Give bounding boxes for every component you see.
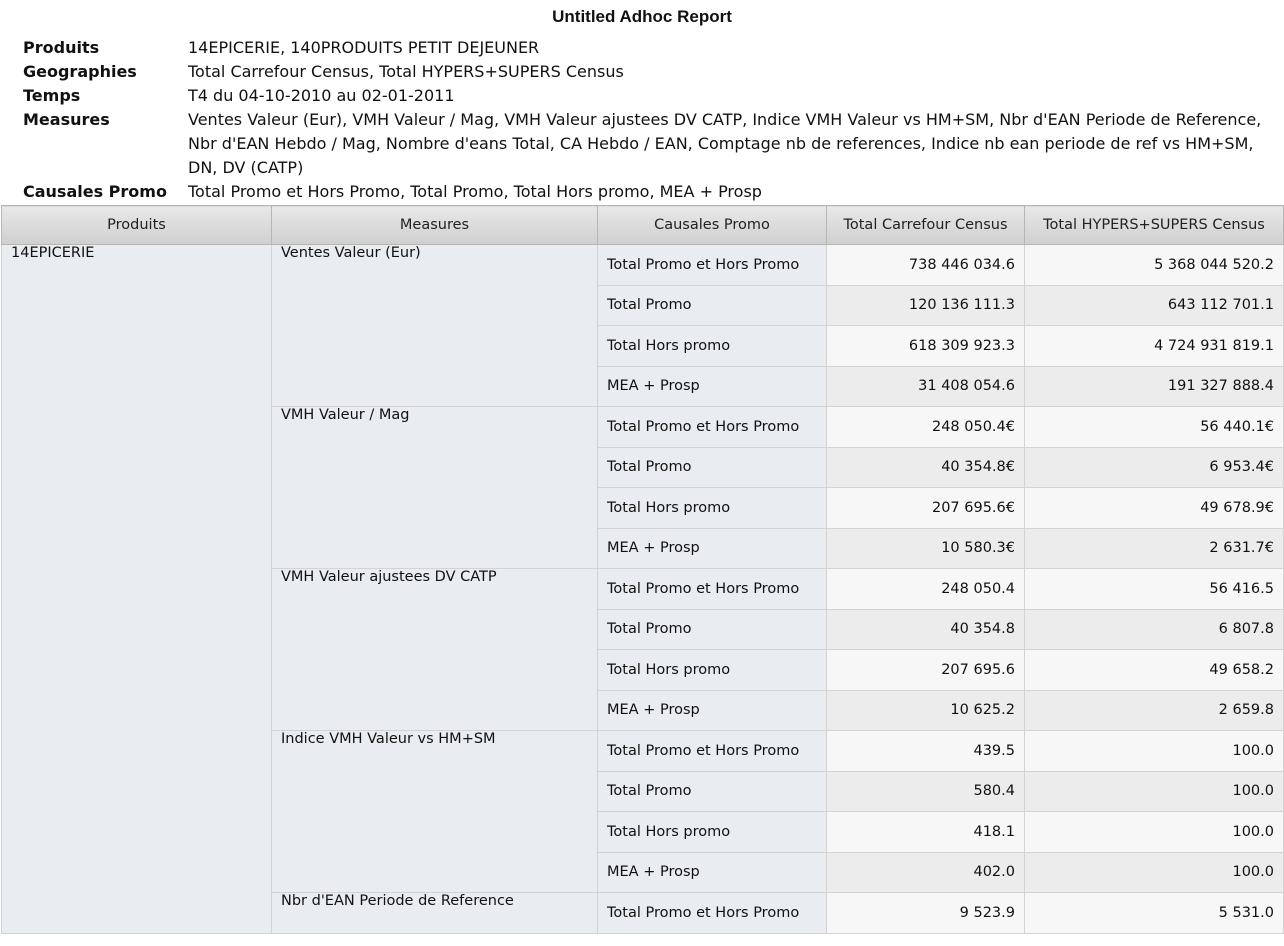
cell-value-hypers-supers: 5 368 044 520.2 bbox=[1025, 245, 1284, 286]
cell-causale-promo[interactable]: Total Promo bbox=[598, 771, 827, 812]
cell-causale-promo[interactable]: Total Promo et Hors Promo bbox=[598, 731, 827, 772]
cell-value-hypers-supers: 100.0 bbox=[1025, 852, 1284, 893]
cell-causale-promo[interactable]: Total Promo et Hors Promo bbox=[598, 569, 827, 610]
cell-value-carrefour: 618 309 923.3 bbox=[827, 326, 1025, 367]
cell-causale-promo[interactable]: Total Promo bbox=[598, 285, 827, 326]
cell-causale-promo[interactable]: Total Hors promo bbox=[598, 488, 827, 529]
cell-value-carrefour: 402.0 bbox=[827, 852, 1025, 893]
cell-value-hypers-supers: 4 724 931 819.1 bbox=[1025, 326, 1284, 367]
table-row bbox=[2, 245, 1284, 286]
cell-value-hypers-supers: 100.0 bbox=[1025, 812, 1284, 853]
cell-value-hypers-supers: 2 659.8 bbox=[1025, 690, 1284, 731]
cell-value-hypers-supers: 2 631.7€ bbox=[1025, 528, 1284, 569]
cell-causale-promo[interactable]: Total Promo bbox=[598, 447, 827, 488]
cell-causale-promo[interactable]: MEA + Prosp bbox=[598, 852, 827, 893]
cell-value-carrefour: 9 523.9 bbox=[827, 893, 1025, 934]
cell-value-hypers-supers: 49 658.2 bbox=[1025, 650, 1284, 691]
cell-measure[interactable]: VMH Valeur / Mag bbox=[272, 407, 598, 569]
cell-value-hypers-supers: 5 531.0 bbox=[1025, 893, 1284, 934]
cell-value-carrefour: 580.4 bbox=[827, 771, 1025, 812]
cell-causale-promo[interactable]: Total Promo et Hors Promo bbox=[598, 893, 827, 934]
cell-causale-promo[interactable]: Total Promo bbox=[598, 609, 827, 650]
cell-value-hypers-supers: 643 112 701.1 bbox=[1025, 285, 1284, 326]
cell-causale-promo[interactable]: Total Hors promo bbox=[598, 812, 827, 853]
cell-value-hypers-supers: 56 440.1€ bbox=[1025, 407, 1284, 448]
cell-value-hypers-supers: 100.0 bbox=[1025, 771, 1284, 812]
filter-label: Causales Promo bbox=[23, 182, 167, 201]
cell-value-carrefour: 40 354.8 bbox=[827, 609, 1025, 650]
column-header-produits[interactable]: Produits bbox=[2, 206, 272, 245]
cell-causale-promo[interactable]: MEA + Prosp bbox=[598, 690, 827, 731]
cell-causale-promo[interactable]: Total Hors promo bbox=[598, 326, 827, 367]
cell-value-carrefour: 418.1 bbox=[827, 812, 1025, 853]
filter-row-measures bbox=[23, 108, 1273, 180]
cell-value-hypers-supers: 56 416.5 bbox=[1025, 569, 1284, 610]
cell-value-hypers-supers: 6 807.8 bbox=[1025, 609, 1284, 650]
report-title: Untitled Adhoc Report bbox=[552, 7, 732, 26]
filter-value: Total Promo et Hors Promo, Total Promo, Total Hors promo, MEA + Prosp bbox=[188, 182, 762, 201]
cell-causale-promo[interactable]: MEA + Prosp bbox=[598, 366, 827, 407]
filter-label: Measures bbox=[23, 110, 110, 129]
cell-produit[interactable]: 14EPICERIE bbox=[2, 245, 272, 934]
report-body bbox=[2, 245, 1284, 934]
filter-value: T4 du 04-10-2010 au 02-01-2011 bbox=[188, 86, 455, 105]
cell-measure[interactable]: Ventes Valeur (Eur) bbox=[272, 245, 598, 407]
cell-value-carrefour: 120 136 111.3 bbox=[827, 285, 1025, 326]
header-row bbox=[2, 206, 1284, 245]
cell-value-carrefour: 248 050.4 bbox=[827, 569, 1025, 610]
filter-label: Temps bbox=[23, 86, 81, 105]
cell-causale-promo[interactable]: Total Hors promo bbox=[598, 650, 827, 691]
cell-measure[interactable]: Indice VMH Valeur vs HM+SM bbox=[272, 731, 598, 893]
report-filters bbox=[23, 36, 1273, 204]
report-table bbox=[1, 205, 1284, 934]
cell-value-carrefour: 439.5 bbox=[827, 731, 1025, 772]
cell-value-hypers-supers: 191 327 888.4 bbox=[1025, 366, 1284, 407]
cell-value-carrefour: 10 625.2 bbox=[827, 690, 1025, 731]
column-header-causales-promo[interactable]: Causales Promo bbox=[598, 206, 827, 245]
filter-label: Produits bbox=[23, 38, 100, 57]
cell-value-hypers-supers: 100.0 bbox=[1025, 731, 1284, 772]
cell-value-hypers-supers: 49 678.9€ bbox=[1025, 488, 1284, 529]
cell-value-carrefour: 738 446 034.6 bbox=[827, 245, 1025, 286]
filter-value: 14EPICERIE, 140PRODUITS PETIT DEJEUNER bbox=[188, 38, 540, 57]
column-header-total-hypers-supers[interactable]: Total HYPERS+SUPERS Census bbox=[1025, 206, 1284, 245]
column-header-measures[interactable]: Measures bbox=[272, 206, 598, 245]
cell-measure[interactable]: Nbr d'EAN Periode de Reference bbox=[272, 893, 598, 934]
filter-row-produits bbox=[23, 36, 1273, 60]
cell-causale-promo[interactable]: Total Promo et Hors Promo bbox=[598, 407, 827, 448]
filter-label: Geographies bbox=[23, 62, 137, 81]
filter-row-causales-promo bbox=[23, 180, 1273, 204]
cell-value-carrefour: 248 050.4€ bbox=[827, 407, 1025, 448]
cell-value-carrefour: 10 580.3€ bbox=[827, 528, 1025, 569]
cell-value-hypers-supers: 6 953.4€ bbox=[1025, 447, 1284, 488]
cell-value-carrefour: 31 408 054.6 bbox=[827, 366, 1025, 407]
cell-causale-promo[interactable]: MEA + Prosp bbox=[598, 528, 827, 569]
cell-measure[interactable]: VMH Valeur ajustees DV CATP bbox=[272, 569, 598, 731]
cell-causale-promo[interactable]: Total Promo et Hors Promo bbox=[598, 245, 827, 286]
filter-row-geographies bbox=[23, 60, 1273, 84]
filter-value: Ventes Valeur (Eur), VMH Valeur / Mag, VMH Valeur ajustees DV CATP, Indice VMH Valeur vs HM+SM, Nbr d'EAN Periode de Reference, Nbr d'EAN Hebdo / Mag, Nombre d'eans Total, CA Hebdo / EAN, Comptage nb de references, Indice nb ean periode de ref vs HM+SM, DN, DV (CATP) bbox=[188, 110, 1262, 177]
cell-value-carrefour: 40 354.8€ bbox=[827, 447, 1025, 488]
cell-value-carrefour: 207 695.6 bbox=[827, 650, 1025, 691]
column-header-total-carrefour[interactable]: Total Carrefour Census bbox=[827, 206, 1025, 245]
cell-value-carrefour: 207 695.6€ bbox=[827, 488, 1025, 529]
filter-value: Total Carrefour Census, Total HYPERS+SUPERS Census bbox=[188, 62, 624, 81]
filter-row-temps bbox=[23, 84, 1273, 108]
